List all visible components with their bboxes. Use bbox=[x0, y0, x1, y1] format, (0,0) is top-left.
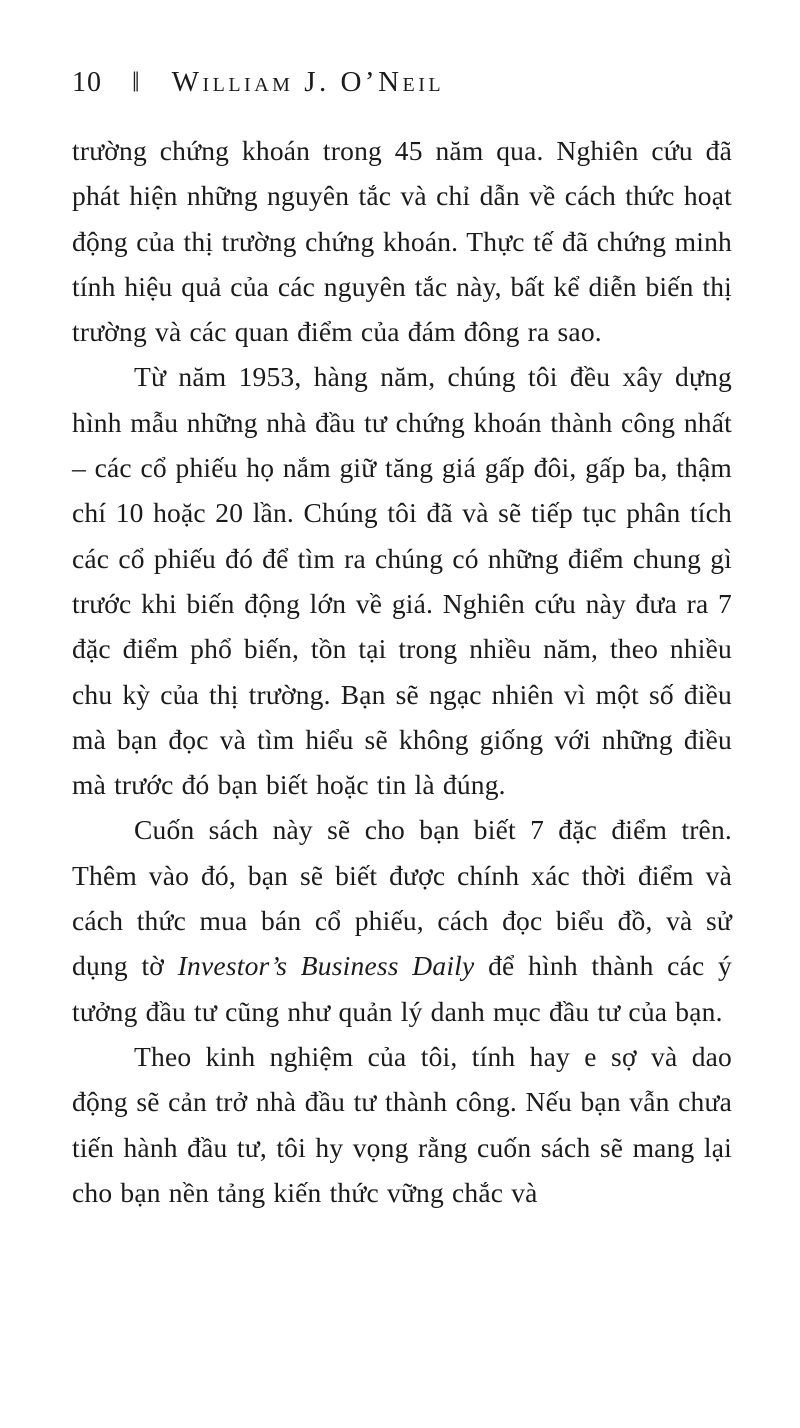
text-segment: để hình thành các ý tưởng đầu tư cũng như quản lý danh mục đầu tư của bạn. bbox=[72, 950, 733, 1027]
body-text bbox=[72, 128, 732, 1215]
page-number: 10 bbox=[72, 67, 102, 98]
text-segment: Từ năm 1953, hàng năm, chúng tôi đều xây dựng hình mẫu những nhà đầu tư chứng khoán thành công nhất – các cổ phiếu họ nắm giữ tăng giá gấp đôi, gấp ba, thậm chí 10 hoặc 20 lần. Chúng tôi đã và sẽ tiếp tục phân tích các cổ phiếu đó để tìm ra chúng có những điểm chung gì trước khi biến động lớn về giá. Nghiên cứu này đưa ra 7 đặc điểm phổ biến, tồn tại trong nhiều năm, theo nhiều chu kỳ của thị trường. Bạn sẽ ngạc nhiên vì một số điều mà bạn đọc và tìm hiểu sẽ không giống với những điều mà trước đó bạn biết hoặc tin là đúng. bbox=[72, 361, 732, 801]
italic-text-segment: Investor’s Business Daily bbox=[177, 950, 475, 982]
text-segment: Cuốn sách này sẽ cho bạn biết 7 đặc điểm trên. Thêm vào đó, bạn sẽ biết được chính xác thời điểm và cách thức mua bán cổ phiếu, cách đọc biểu đồ, và sử dụng tờ bbox=[72, 814, 732, 982]
page-header bbox=[72, 66, 730, 99]
running-header-author: William J. O’Neil bbox=[171, 66, 445, 98]
text-segment: Theo kinh nghiệm của tôi, tính hay e sợ và dao động sẽ cản trở nhà đầu tư thành công. Nếu bạn vẫn chưa tiến hành đầu tư, tôi hy vọng rằng cuốn sách sẽ mang lại cho bạn nền tảng kiến thức vững chắc và bbox=[72, 1040, 732, 1208]
paragraph bbox=[72, 354, 732, 807]
text-segment: trường chứng khoán trong 45 năm qua. Nghiên cứu đã phát hiện những nguyên tắc và chỉ dẫn về cách thức hoạt động của thị trường chứng khoán. Thực tế đã chứng minh tính hiệu quả của các nguyên tắc này, bất kể diễn biến thị trường và các quan điểm của đám đông ra sao. bbox=[72, 135, 732, 348]
paragraph bbox=[72, 807, 732, 1033]
paragraph bbox=[72, 128, 732, 354]
header-separator: ‖ bbox=[132, 66, 140, 98]
paragraph bbox=[72, 1034, 732, 1215]
